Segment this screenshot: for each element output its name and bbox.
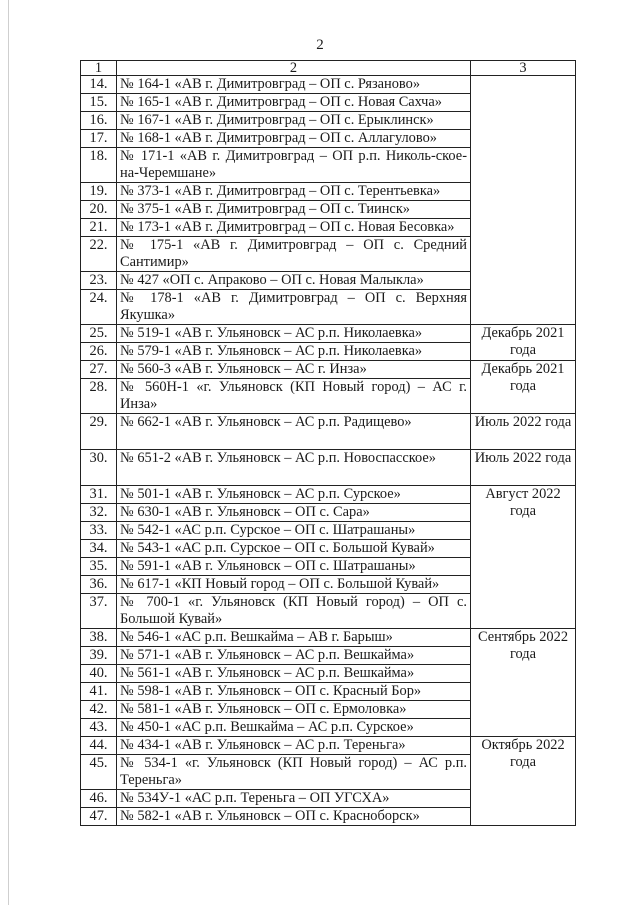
routes-table: [80, 60, 576, 826]
row-number: 25.: [81, 325, 117, 343]
page-number: 2: [316, 37, 324, 53]
route-cell: № 450-1 «АС р.п. Вешкайма – АС р.п. Сурское»: [117, 719, 471, 737]
row-number: 38.: [81, 629, 117, 647]
scan-edge-line: [8, 0, 9, 905]
route-cell: № 662-1 «АВ г. Ульяновск – АС р.п. Радищево»: [117, 414, 471, 450]
row-number: 19.: [81, 183, 117, 201]
route-cell: № 543-1 «АС р.п. Сурское – ОП с. Большой Кувай»: [117, 540, 471, 558]
row-number: 33.: [81, 522, 117, 540]
row-number: 35.: [81, 558, 117, 576]
table-row: [81, 361, 576, 379]
column-header: 2: [117, 61, 471, 76]
period-cell: Декабрь 2021 года: [471, 361, 576, 414]
period-cell: Август 2022 года: [471, 486, 576, 629]
route-cell: № 598-1 «АВ г. Ульяновск – ОП с. Красный Бор»: [117, 683, 471, 701]
route-cell: № 560Н-1 «г. Ульяновск (КП Новый город) – АС г. Инза»: [117, 379, 471, 414]
row-number: 18.: [81, 148, 117, 183]
row-number: 34.: [81, 540, 117, 558]
row-number: 27.: [81, 361, 117, 379]
period-cell-empty: [471, 76, 576, 325]
period-cell: Июль 2022 года: [471, 450, 576, 486]
row-number: 20.: [81, 201, 117, 219]
route-cell: № 534У-1 «АС р.п. Тереньга – ОП УГСХА»: [117, 790, 471, 808]
route-cell: № 434-1 «АВ г. Ульяновск – АС р.п. Тереньга»: [117, 737, 471, 755]
table-row: [81, 76, 576, 94]
period-cell: Сентябрь 2022 года: [471, 629, 576, 737]
route-cell: № 178-1 «АВ г. Димитровград – ОП с. Верхняя Якушка»: [117, 290, 471, 325]
route-cell: № 519-1 «АВ г. Ульяновск – АС р.п. Николаевка»: [117, 325, 471, 343]
row-number: 23.: [81, 272, 117, 290]
route-cell: № 173-1 «АВ г. Димитровград – ОП с. Новая Бесовка»: [117, 219, 471, 237]
row-number: 22.: [81, 237, 117, 272]
row-number: 41.: [81, 683, 117, 701]
row-number: 45.: [81, 755, 117, 790]
period-cell: Декабрь 2021 года: [471, 325, 576, 361]
row-number: 30.: [81, 450, 117, 486]
row-number: 47.: [81, 808, 117, 826]
route-cell: № 164-1 «АВ г. Димитровград – ОП с. Рязаново»: [117, 76, 471, 94]
period-cell: Октябрь 2022 года: [471, 737, 576, 826]
route-cell: № 582-1 «АВ г. Ульяновск – ОП с. Красноборск»: [117, 808, 471, 826]
route-cell: № 561-1 «АВ г. Ульяновск – АС р.п. Вешкайма»: [117, 665, 471, 683]
row-number: 28.: [81, 379, 117, 414]
route-cell: № 167-1 «АВ г. Димитровград – ОП с. Ерыклинск»: [117, 112, 471, 130]
row-number: 39.: [81, 647, 117, 665]
route-cell: № 171-1 «АВ г. Димитровград – ОП р.п. Николь-ское-на-Черемшане»: [117, 148, 471, 183]
route-cell: № 427 «ОП с. Апраково – ОП с. Новая Малыкла»: [117, 272, 471, 290]
route-cell: № 579-1 «АВ г. Ульяновск – АС р.п. Николаевка»: [117, 343, 471, 361]
route-cell: № 534-1 «г. Ульяновск (КП Новый город) – АС р.п. Тереньга»: [117, 755, 471, 790]
column-header: 3: [471, 61, 576, 76]
route-cell: № 560-3 «АВ г. Ульяновск – АС г. Инза»: [117, 361, 471, 379]
table-row: [81, 486, 576, 504]
table-row: [81, 450, 576, 486]
period-cell: Июль 2022 года: [471, 414, 576, 450]
table-row: [81, 414, 576, 450]
row-number: 16.: [81, 112, 117, 130]
route-cell: № 165-1 «АВ г. Димитровград – ОП с. Новая Сахча»: [117, 94, 471, 112]
route-cell: № 501-1 «АВ г. Ульяновск – АС р.п. Сурское»: [117, 486, 471, 504]
row-number: 17.: [81, 130, 117, 148]
route-cell: № 168-1 «АВ г. Димитровград – ОП с. Аллагулово»: [117, 130, 471, 148]
table-row: [81, 325, 576, 343]
row-number: 21.: [81, 219, 117, 237]
route-cell: № 617-1 «КП Новый город – ОП с. Большой Кувай»: [117, 576, 471, 594]
row-number: 32.: [81, 504, 117, 522]
row-number: 26.: [81, 343, 117, 361]
row-number: 40.: [81, 665, 117, 683]
row-number: 37.: [81, 594, 117, 629]
row-number: 36.: [81, 576, 117, 594]
row-number: 15.: [81, 94, 117, 112]
route-cell: № 542-1 «АС р.п. Сурское – ОП с. Шатрашаны»: [117, 522, 471, 540]
route-cell: № 175-1 «АВ г. Димитровград – ОП с. Средний Сантимир»: [117, 237, 471, 272]
column-header: 1: [81, 61, 117, 76]
route-cell: № 375-1 «АВ г. Димитровград – ОП с. Тиинск»: [117, 201, 471, 219]
row-number: 31.: [81, 486, 117, 504]
route-cell: № 700-1 «г. Ульяновск (КП Новый город) – ОП с. Большой Кувай»: [117, 594, 471, 629]
route-cell: № 630-1 «АВ г. Ульяновск – ОП с. Сара»: [117, 504, 471, 522]
route-cell: № 546-1 «АС р.п. Вешкайма – АВ г. Барыш»: [117, 629, 471, 647]
route-cell: № 571-1 «АВ г. Ульяновск – АС р.п. Вешкайма»: [117, 647, 471, 665]
table-header-row: [81, 61, 576, 76]
row-number: 24.: [81, 290, 117, 325]
table-row: [81, 737, 576, 755]
row-number: 29.: [81, 414, 117, 450]
row-number: 43.: [81, 719, 117, 737]
row-number: 44.: [81, 737, 117, 755]
table-row: [81, 629, 576, 647]
row-number: 42.: [81, 701, 117, 719]
route-cell: № 591-1 «АВ г. Ульяновск – ОП с. Шатрашаны»: [117, 558, 471, 576]
route-cell: № 373-1 «АВ г. Димитровград – ОП с. Терентьевка»: [117, 183, 471, 201]
row-number: 14.: [81, 76, 117, 94]
route-cell: № 581-1 «АВ г. Ульяновск – ОП с. Ермоловка»: [117, 701, 471, 719]
row-number: 46.: [81, 790, 117, 808]
route-cell: № 651-2 «АВ г. Ульяновск – АС р.п. Новоспасское»: [117, 450, 471, 486]
